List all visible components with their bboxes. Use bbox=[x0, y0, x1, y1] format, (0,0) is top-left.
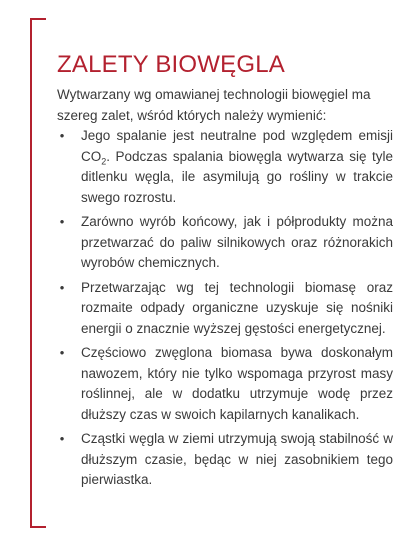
bullet-icon: • bbox=[59, 214, 65, 229]
list-item-text: Zarówno wyrób końcowy, jak i półprodukty można przetwarzać do paliw silnikowych oraz różnorakich wyrobów chemicznych. bbox=[81, 214, 393, 270]
list-item bbox=[57, 126, 393, 208]
bullet-icon: • bbox=[59, 431, 65, 446]
list-item bbox=[57, 429, 393, 491]
list-item bbox=[57, 343, 393, 425]
list-item bbox=[57, 212, 393, 274]
bracket-left-line bbox=[30, 18, 32, 528]
subscript-2: 2 bbox=[101, 156, 107, 167]
intro-paragraph: Wytwarzany wg omawianej technologii biowęgiel ma szereg zalet, wśród których należy wymienić: bbox=[57, 87, 371, 123]
list-item-text: Jego spalanie jest neutralne pod względem emisji $CO_2$. Podczas spalania biowęgla wytwarza się tyle ditlenku węgla, ile asymilują go rośliny w trakcie swego rozrostu. bbox=[81, 128, 393, 205]
bullet-icon: • bbox=[59, 345, 65, 360]
bracket-bottom-line bbox=[30, 526, 46, 528]
article-box bbox=[57, 52, 393, 495]
section-title: ZALETY BIOWĘGLA bbox=[57, 51, 285, 78]
list-item-text: Cząstki węgla w ziemi utrzymują swoją stabilność w dłuższym czasie, będąc w niej zasobnikiem tego pierwiastka. bbox=[81, 431, 393, 487]
bullet-icon: • bbox=[59, 128, 65, 143]
list-item-text: Częściowo zwęglona biomasa bywa doskonałym nawozem, który nie tylko wspomaga przyrost masy roślinnej, ale w dodatku utrzymuje wodę przez dłuższy czas w swoich kapilarnych kanalikach. bbox=[81, 345, 393, 422]
bracket-top-line bbox=[30, 18, 46, 20]
bullet-icon: • bbox=[59, 279, 65, 295]
list-item bbox=[57, 278, 393, 340]
benefits-list bbox=[57, 126, 393, 491]
list-item-text: Przetwarzając wg tej technologii biomasę oraz rozmaite odpady organiczne uzyskuje się nośniki energii o znacznie wyższej gęstości energetycznej. bbox=[81, 279, 393, 336]
